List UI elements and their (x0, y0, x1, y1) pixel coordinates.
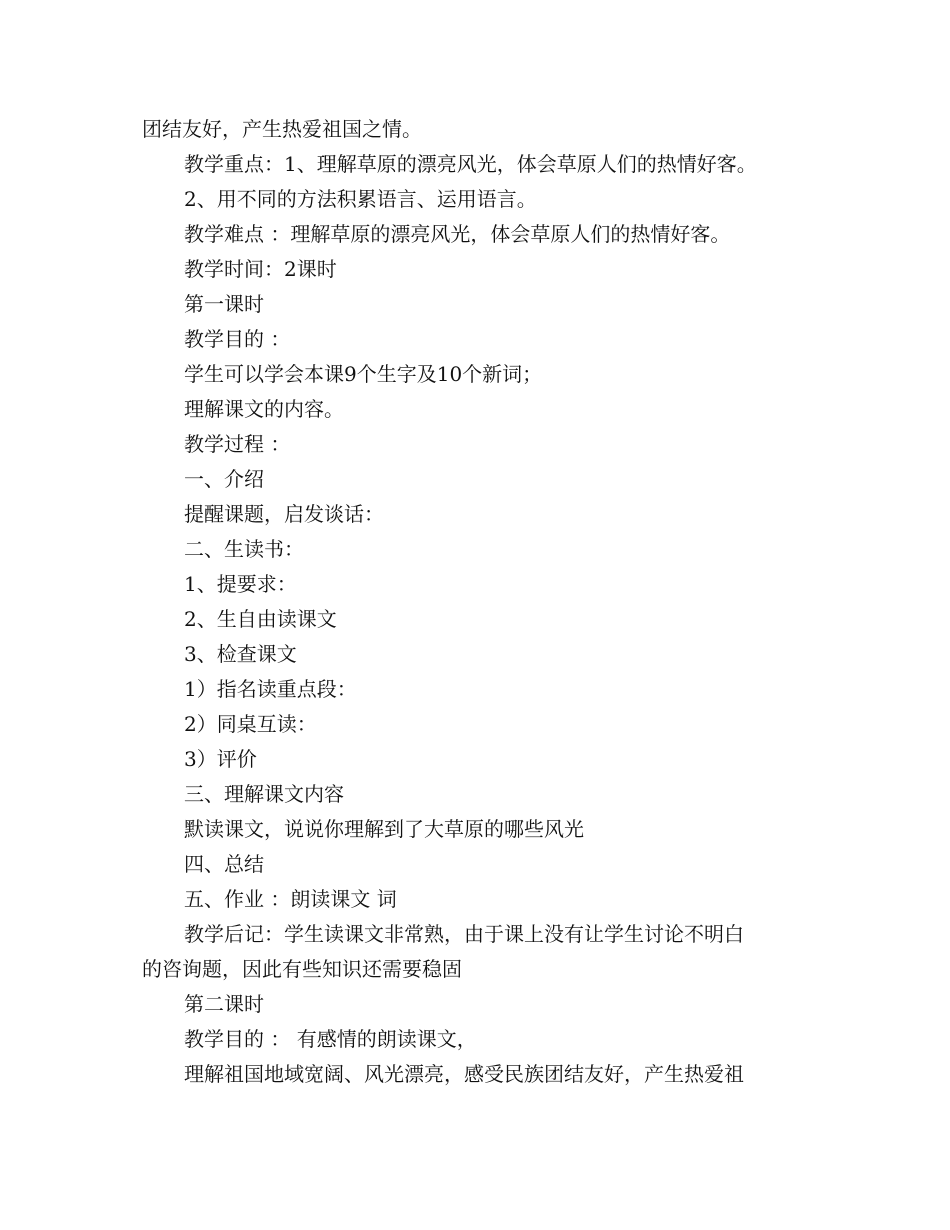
text-line: 理解祖国地域宽阔、风光漂亮，感受民族团结友好，产生热爱祖 (184, 1062, 744, 1086)
text-line: 2）同桌互读： (184, 712, 317, 736)
text-line: 2、用不同的方法积累语言、运用语言。 (184, 187, 537, 211)
text-line: 3、检查课文 (184, 642, 297, 666)
section-heading: 第二课时 (184, 992, 264, 1016)
text-line: 一、介绍 (184, 467, 264, 491)
text-line: 2、生自由读课文 (184, 607, 337, 631)
text-line: 教学重点：1、理解草原的漂亮风光，体会草原人们的热情好客。 (184, 152, 757, 176)
text-line: 教学目的 ： 有感情的朗读课文， (184, 1027, 477, 1051)
text-line: 的咨询题，因此有些知识还需要稳固 (142, 957, 462, 981)
text-line: 学生可以学会本课9个生字及10个新词； (184, 362, 543, 386)
text-line: 1、提要求： (184, 572, 297, 596)
text-line: 教学难点 ：理解草原的漂亮风光，体会草原人们的热情好客。 (184, 222, 731, 246)
text-line: 五、作业 ：朗读课文 词 (184, 887, 397, 911)
text-line: 二、生读书： (184, 537, 304, 561)
text-line: 四、总结 (184, 852, 264, 876)
text-line: 教学后记：学生读课文非常熟，由于课上没有让学生讨论不明白 (184, 922, 744, 946)
text-line: 默读课文，说说你理解到了大草原的哪些风光 (184, 817, 584, 841)
text-line: 3）评价 (184, 747, 257, 771)
section-heading: 第一课时 (184, 292, 264, 316)
text-line: 1）指名读重点段： (184, 677, 357, 701)
text-line: 教学时间：2课时 (184, 257, 337, 281)
text-line: 教学过程 ： (184, 432, 291, 456)
text-line: 团结友好，产生热爱祖国之情。 (142, 117, 422, 141)
text-line: 提醒课题，启发谈话： (184, 502, 384, 526)
text-line: 教学目的 ： (184, 327, 291, 351)
text-line: 三、理解课文内容 (184, 782, 344, 806)
document-body (142, 112, 822, 1092)
text-line: 理解课文的内容。 (184, 397, 344, 421)
